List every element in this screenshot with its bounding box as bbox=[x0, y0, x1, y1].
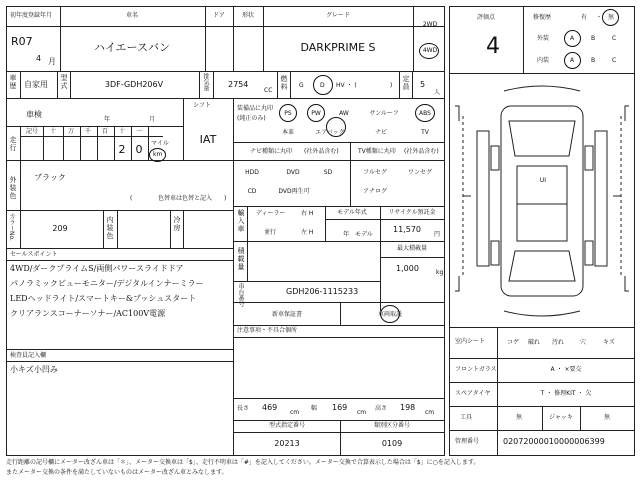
manual-label: 車両取説 bbox=[377, 311, 403, 318]
model-year-label: モデル年式 bbox=[337, 209, 367, 216]
shape-label: 形状 bbox=[241, 12, 255, 19]
reg-month-value: 4 bbox=[36, 54, 42, 63]
digit-header-100k: 十 bbox=[49, 128, 57, 135]
import-right-hand: 右 H bbox=[301, 210, 314, 217]
equip-abs: ABS bbox=[419, 110, 431, 117]
type-value: 3DF-GDH206V bbox=[104, 80, 164, 89]
grade-value: DARKPRIME S bbox=[300, 41, 376, 54]
digit-header-10: 十 bbox=[118, 128, 126, 135]
inspection-month-unit: 月 bbox=[149, 116, 156, 123]
interior-seat-label: 室内シート bbox=[455, 338, 486, 345]
equipment-sub-label: (純正のみ) bbox=[237, 115, 266, 122]
repair-history-label: 修復歴 bbox=[533, 14, 552, 21]
capacity-label: 定員 bbox=[402, 75, 410, 91]
chassis-label: 車台番号 bbox=[237, 283, 244, 307]
color-no-label: カラーNo. bbox=[8, 213, 15, 241]
interior-grade-a: A bbox=[570, 57, 575, 64]
capacity-unit: 人 bbox=[434, 89, 441, 96]
model-name-value: ハイエースバン bbox=[93, 41, 171, 54]
length-unit: cm bbox=[290, 409, 300, 416]
navi-type-sub: (社外品含む) bbox=[304, 148, 339, 155]
length-value: 469 bbox=[262, 403, 278, 412]
exterior-grade-a: A bbox=[570, 35, 575, 42]
seat-burn: コゲ bbox=[506, 339, 520, 346]
mileage-digit-ones: 0 bbox=[135, 143, 143, 156]
repair-no-circle bbox=[602, 9, 619, 26]
fuel-label: 燃料 bbox=[280, 75, 288, 91]
import-parallel: 並行 bbox=[264, 229, 277, 236]
mileage-km-circle bbox=[149, 148, 166, 162]
exterior-grade-a-circle bbox=[564, 30, 581, 47]
seat-stain: 汚れ bbox=[551, 339, 565, 346]
diagram-center-label: UI bbox=[539, 177, 547, 184]
reg-year-value: R07 bbox=[11, 35, 33, 48]
height-unit: cm bbox=[425, 409, 435, 416]
color-no-value: 209 bbox=[52, 224, 68, 233]
digit-header-100: 百 bbox=[101, 128, 109, 135]
equip-leather: 本革 bbox=[281, 129, 295, 136]
trim-label: 冷房 bbox=[173, 216, 181, 232]
equip-pw: PW bbox=[311, 110, 321, 117]
type-no-value: 20213 bbox=[274, 439, 300, 448]
footer-note-1: 走行距離の記号欄にメーター改ざん車は「＊」、メーター交換車は「$」、走行不明車は「#」を記入してください。メーター交換で合算表示した場合は「$」に○を記入します。 bbox=[6, 459, 480, 466]
class-no-value: 0109 bbox=[381, 439, 403, 448]
sales-points-label: セールスポイント bbox=[10, 251, 58, 258]
recycle-label: リサイクル預託金 bbox=[388, 209, 436, 216]
interior-grade-label: 内装 bbox=[537, 57, 550, 64]
equip-ps: PS bbox=[284, 110, 292, 117]
displacement-value: 2754 bbox=[228, 80, 249, 89]
navi-type-label: ナビ種類に丸印 bbox=[250, 148, 293, 155]
seat-tear: 破れ bbox=[527, 339, 541, 346]
equip-airbag-circle bbox=[326, 117, 346, 137]
import-left-hand: 左 H bbox=[301, 229, 314, 236]
load-label: 積載量 bbox=[237, 247, 245, 271]
sales-point-1: 4WD/ダークプライムS/両側パワースライドドア bbox=[10, 264, 184, 273]
navi-cd: CD bbox=[247, 188, 257, 195]
shift-value: IAT bbox=[199, 133, 217, 146]
equip-tv: TV bbox=[421, 129, 429, 136]
mileage-label: 走行 bbox=[9, 136, 17, 152]
tv-type-sub: (社外品含む) bbox=[404, 148, 439, 155]
navi-sd: SD bbox=[323, 169, 333, 176]
tv-type-label: TV種類に丸印 bbox=[358, 148, 396, 155]
recycle-unit: 円 bbox=[434, 231, 441, 238]
exterior-grade-b: B bbox=[591, 35, 596, 42]
usage-value: 自家用 bbox=[24, 80, 48, 89]
interior-grade-a-circle bbox=[564, 52, 581, 69]
navi-hdd: HDD bbox=[245, 169, 259, 176]
width-label: 幅 bbox=[311, 405, 318, 412]
fuel-close: ) bbox=[390, 82, 393, 89]
digit-header-1: 一 bbox=[135, 128, 143, 135]
inspector-note-value: 小キズ小凹み bbox=[10, 365, 58, 374]
shift-label: シフト bbox=[193, 102, 212, 109]
drive-4wd: 4WD bbox=[422, 47, 438, 54]
equip-airbag: エアバック bbox=[315, 129, 345, 136]
footer-note-2: またメーター交換の条件を満たしていないものはメーター改ざん車とみなします。 bbox=[6, 469, 228, 476]
inspector-note-label: 検査員記入欄 bbox=[10, 352, 47, 359]
interior-grade-b: B bbox=[591, 57, 596, 64]
exterior-color-value: ブラック bbox=[34, 173, 66, 182]
repair-no: 無 bbox=[608, 14, 615, 21]
equip-ps-circle bbox=[279, 104, 297, 122]
mileage-unit-km: km bbox=[153, 151, 163, 158]
digit-header-1k: 千 bbox=[84, 128, 92, 135]
displacement-label: 排気量 bbox=[202, 73, 209, 91]
equip-pw-circle bbox=[307, 104, 325, 122]
warranty-label: 新車保証書 bbox=[271, 311, 303, 318]
jack-label: ジャッキ bbox=[549, 414, 573, 421]
capacity-value: 5 bbox=[420, 80, 426, 89]
fuel-d: D bbox=[320, 82, 325, 89]
score-value: 4 bbox=[486, 34, 500, 59]
notes-label: 注意事項・不具合個所 bbox=[237, 327, 298, 334]
mgmt-no-label: 管理番号 bbox=[455, 438, 480, 445]
spare-tire-label: スペアタイヤ bbox=[455, 390, 491, 397]
interior-grade-c: C bbox=[612, 57, 617, 64]
model-name-label: 車名 bbox=[125, 12, 139, 19]
digit-header-mark: 記号 bbox=[25, 128, 39, 135]
import-label: 輸入車 bbox=[237, 209, 245, 233]
sales-point-4: クリアランスコーナーソナー/AC100V電源 bbox=[10, 309, 166, 318]
equip-abs-circle bbox=[415, 104, 435, 122]
navi-dvd-play: DVD再生可 bbox=[278, 188, 310, 195]
seat-hole: 穴 bbox=[579, 339, 587, 346]
exterior-grade-c: C bbox=[612, 35, 617, 42]
max-load-value: 1,000 bbox=[396, 264, 419, 273]
mileage-digit-tens: 2 bbox=[118, 143, 126, 156]
fuel-hv: HV ・ ( bbox=[336, 82, 357, 89]
inspection-year-unit: 年 bbox=[104, 116, 111, 123]
repair-yes: 有 bbox=[581, 14, 588, 21]
spare-tire-value: T ・ 修理KIT ・ 欠 bbox=[540, 390, 592, 397]
car-damage-diagram bbox=[449, 76, 635, 326]
exterior-grade-label: 外装 bbox=[537, 35, 550, 42]
height-label: 高さ bbox=[375, 405, 388, 412]
fuel-g: G bbox=[299, 82, 304, 89]
fuel-d-circle bbox=[313, 75, 333, 95]
type-no-label: 型式指定番号 bbox=[268, 422, 306, 429]
navi-dvd: DVD bbox=[286, 169, 300, 176]
reg-year-label: 初年度登録年月 bbox=[10, 12, 53, 19]
repaint-note: 色替車は色替と記入 bbox=[158, 195, 213, 202]
length-label: 長さ bbox=[237, 405, 250, 412]
interior-color-label: 内装色 bbox=[106, 216, 114, 240]
drive-4wd-circle bbox=[419, 43, 439, 59]
sales-point-2: パノラミックビューモニター/デジタルインナーミラー bbox=[10, 279, 204, 288]
tool-value: 無 bbox=[515, 414, 523, 421]
model-year-unit: 年 モデル bbox=[343, 231, 373, 238]
exterior-color-label: 外装色 bbox=[9, 176, 17, 200]
class-no-label: 類別区分番号 bbox=[373, 422, 411, 429]
width-value: 169 bbox=[332, 403, 348, 412]
mgmt-no-value: 02072000010000006399 bbox=[503, 437, 605, 446]
inspection-label: 車検 bbox=[26, 110, 42, 119]
score-label: 評価点 bbox=[476, 14, 496, 21]
windshield-label: フロントガラス bbox=[455, 366, 497, 373]
height-value: 198 bbox=[400, 403, 416, 412]
grade-label: グレード bbox=[325, 12, 351, 19]
tv-fullseg: フルセグ bbox=[363, 169, 387, 176]
windshield-value: A ・ ×要交 bbox=[550, 366, 582, 373]
max-load-unit: kg bbox=[436, 269, 444, 276]
manual-circle bbox=[377, 305, 403, 323]
import-dealer: ディーラー bbox=[256, 210, 286, 217]
digit-header-10k: 万 bbox=[67, 128, 75, 135]
type-label: 型式 bbox=[60, 74, 68, 90]
tv-oneseg: ワンセグ bbox=[407, 169, 433, 176]
equip-aw: AW bbox=[339, 110, 349, 117]
seat-scratch: キズ bbox=[603, 339, 615, 346]
recycle-value: 11,570 bbox=[393, 225, 421, 234]
tv-analog: アナログ bbox=[362, 188, 388, 195]
jack-value: 無 bbox=[603, 414, 611, 421]
usage-label: 車歴 bbox=[9, 74, 17, 90]
displacement-unit: CC bbox=[264, 87, 273, 94]
reg-month-unit: 月 bbox=[48, 57, 56, 66]
equip-sunroof: サンルーフ bbox=[369, 110, 399, 117]
tool-label: 工具 bbox=[460, 414, 473, 421]
equipment-label: 装備品に丸印 bbox=[237, 105, 274, 112]
door-label: ドア bbox=[213, 12, 225, 19]
mileage-unit-mile: マイル bbox=[151, 140, 169, 147]
max-load-label: 最大積載量 bbox=[396, 245, 428, 252]
drive-2wd: 2WD bbox=[422, 21, 438, 28]
equip-navi: ナビ bbox=[374, 129, 388, 136]
width-unit: cm bbox=[357, 409, 367, 416]
chassis-value: GDH206-1115233 bbox=[286, 287, 359, 296]
sales-point-3: LEDヘッドライト/スマートキー&プッシュスタート bbox=[10, 294, 197, 303]
